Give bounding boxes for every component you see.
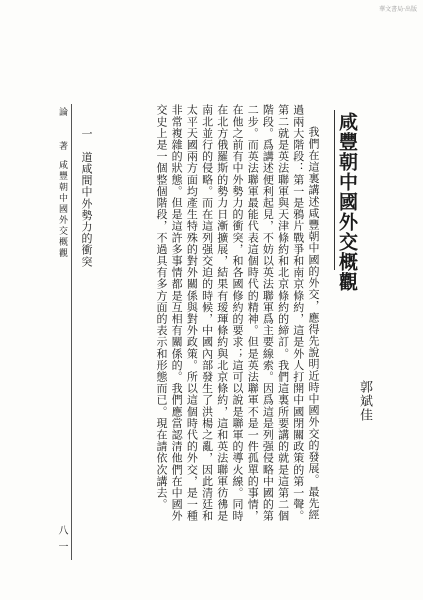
footer-section-label: 論 著 (57, 107, 67, 158)
author-name: 郭斌佳 (357, 380, 372, 422)
page-number: 八一 (56, 525, 67, 557)
watermark: 華文書局·出版 (379, 6, 417, 13)
body-paragraph: 我們在這裏講述咸豐朝中國的外交，應得先說明近時中國外交的發展。最先經過兩大階段：第一是鴉片戰爭和南京條約，這是外人打開中國閉關政策的第一聲。第二就是英法聯軍與天津條約和北京條約的締訂。我們這裏所要講的就是這第二個階段。爲講述便利起見，不妨以英法聯軍爲主要線索。因爲這是列强侵略中國的第二步。而英法聯軍最能代表這個時代的精神。但是英法聯軍不是一件孤單的事情，在他之前有中外勢力的衝突，和各國修約的要求；這可以說是聯軍的導火線。同時在北方俄羅斯的勢力日漸擴展，結果有瑷琿條約與北京條約，這和英法聯軍彷彿是南北並行的侵略。而在這列强交迫的時候，中國內部發生了洪楊之亂，因此清廷和太平天國兩方面均產生特殊的對外關係與對外政策。所以這個時代的外交，是一種非常複雜的狀態。但是這許多事情都是互相有關係的。我們應當認清他們在中國外交史上是一個整個階段，不過具有多方面的表示和形態而已。現在請依次講去。 (154, 104, 320, 522)
footer-running-title: 咸豐朝中國外交概觀 (57, 160, 67, 259)
article-body (91, 104, 321, 524)
article-title: 咸豐朝中國外交概觀 (336, 112, 358, 292)
section-heading: 一 道咸間中外勢力的衝突 (80, 128, 93, 268)
title-divider (334, 110, 335, 270)
footer-divider (71, 104, 72, 560)
